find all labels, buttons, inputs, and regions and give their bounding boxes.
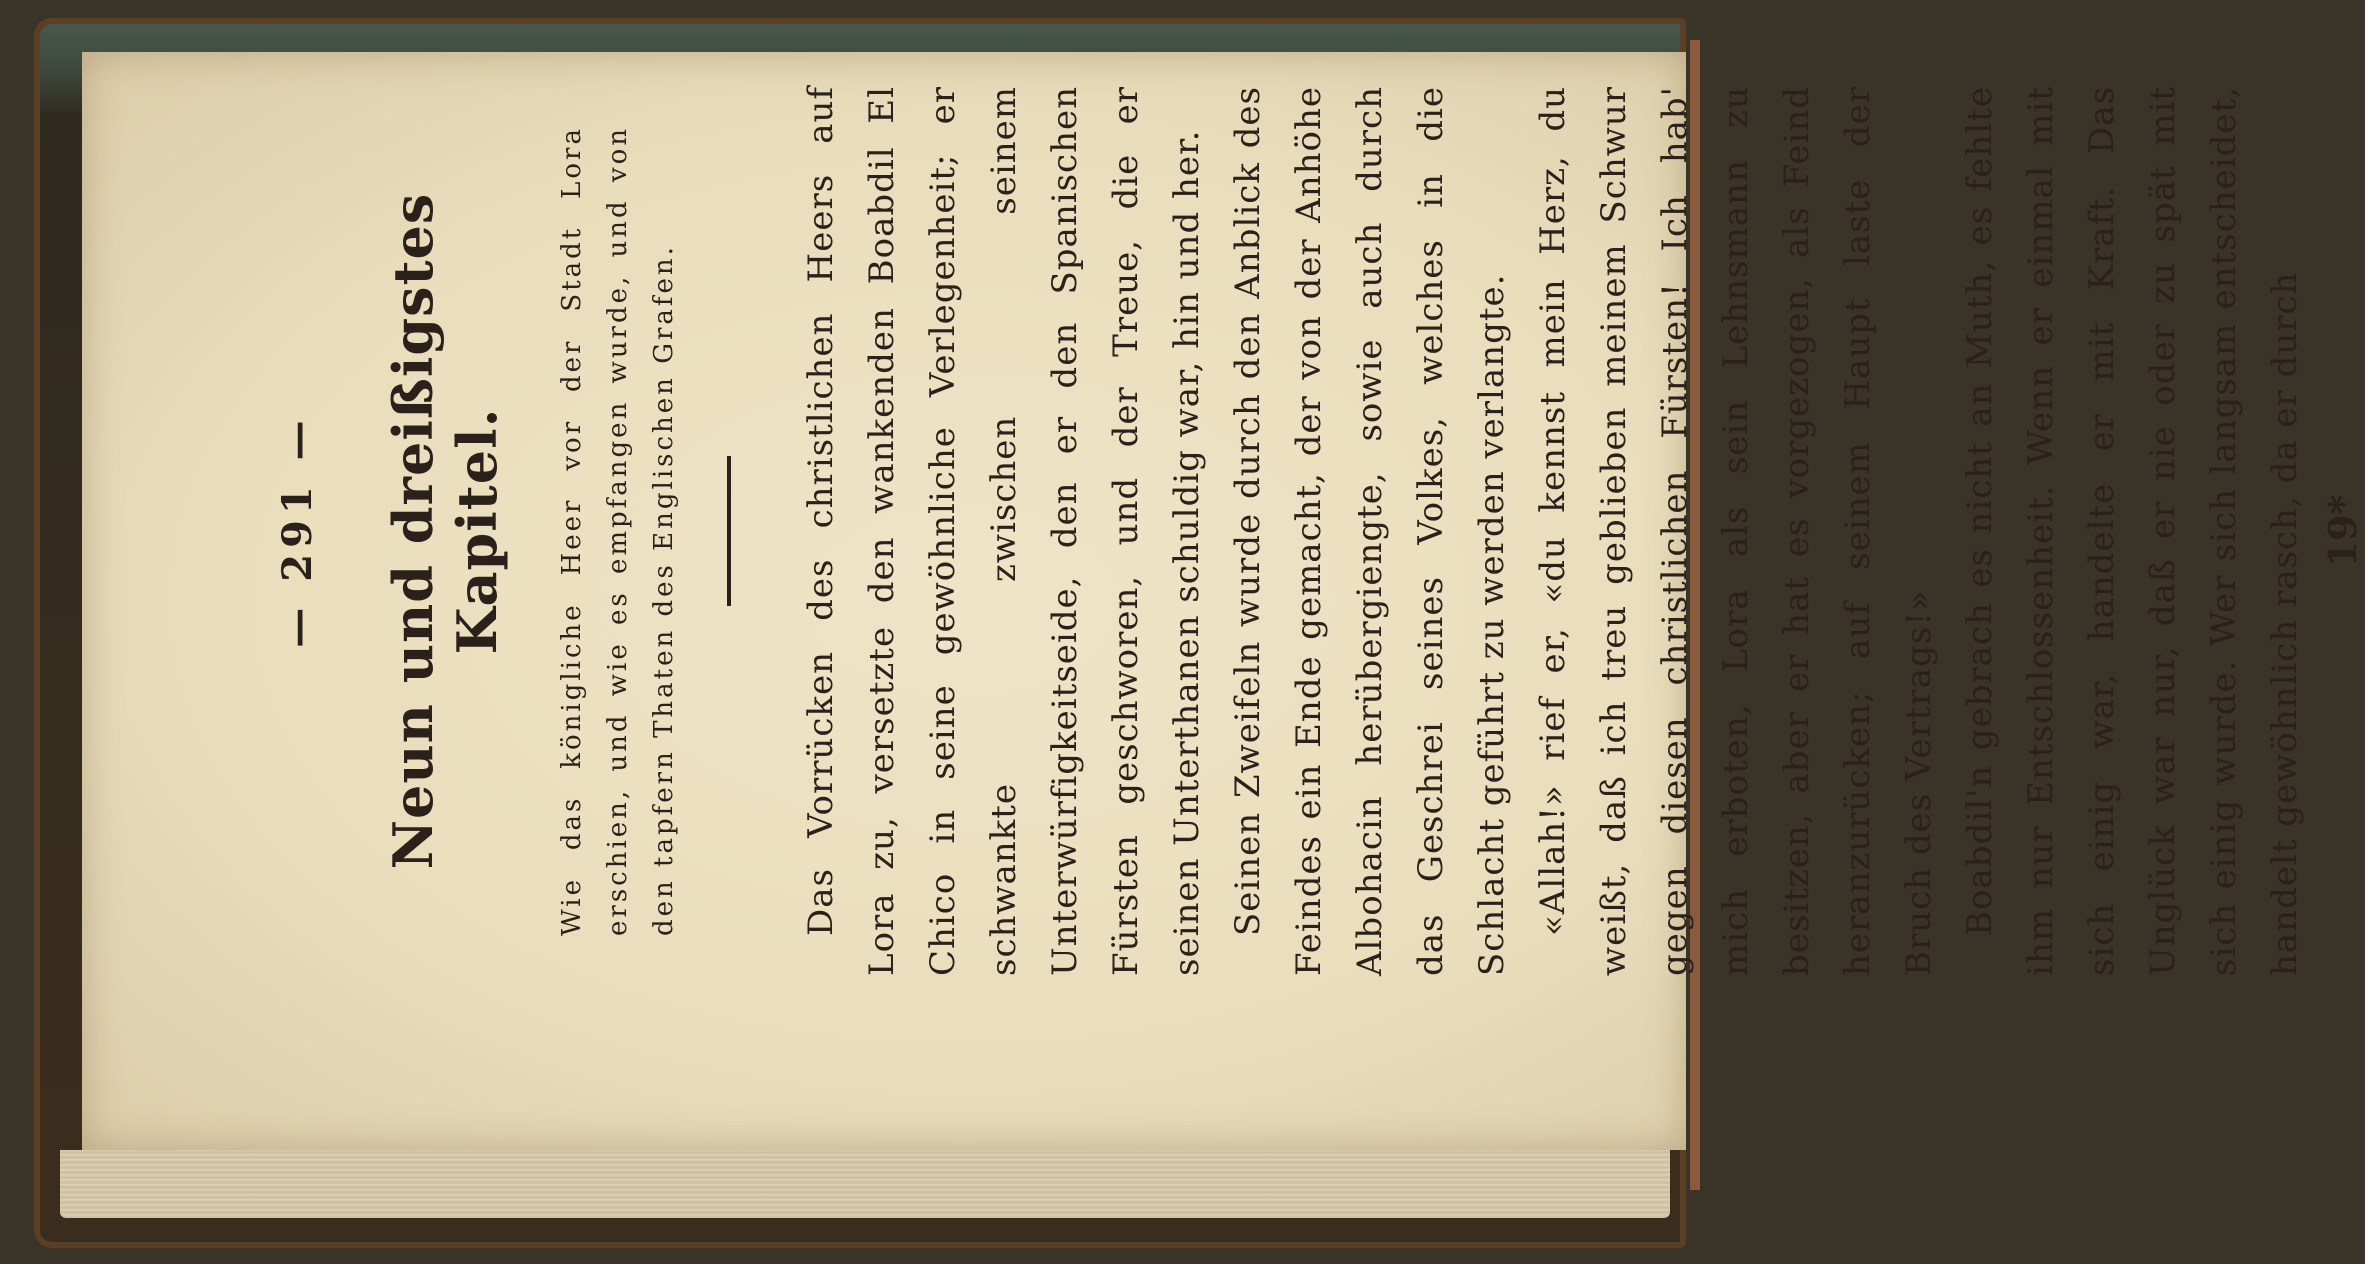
paragraph: Seinen Zweifeln wurde durch den Anblick des Feindes ein Ende gemacht, der von der Anhöhe Albohacin herübergiengte, sowie auch durch das Geschrei seines Volkes, welches in die Schlacht geführt zu werden verlangte.: [1228, 86, 1512, 976]
paragraph: Boabdil'n gebrach es nicht an Muth, es fehlte ihm nur Entschlossenheit. Wenn er einmal mit sich einig war, handelte er mit Kraft. Das Unglück war nur, daß er nie oder zu spät mit sich einig wurde. Wer sich langsam entscheidet, handelt gewöhnlich rasch, da er durch: [1960, 86, 2305, 976]
paragraph: Das Vorrücken des christlichen Heers auf Lora zu, versetzte den wankenden Boabdil El Chico in seine gewöhnliche Verlegenheit; er schwankte zwischen seinem Unterwürfigkeitseide, den er den Spanischen Fürsten geschworen, und der Treue, die er seinen Unterthanen schuldig war, hin und her.: [801, 86, 1207, 976]
signature-mark: 19*: [2320, 494, 2365, 568]
page-number-running-head: — 291 —: [274, 414, 321, 648]
page-stack-edges: [60, 1150, 1670, 1218]
chapter-summary: Wie das königliche Heer vor der Stadt Lora erschien, und wie es empfangen wurde, und von den tapfern Thaten des Englischen Grafen.: [557, 126, 679, 936]
chapter-title: Neun und dreißigstes Kapitel.: [381, 192, 509, 870]
section-rule: [727, 456, 731, 606]
page-text-block: [144, 46, 2365, 1046]
paragraph: «Allah!» rief er, «du kennst mein Herz, du weißt, daß ich treu geblieben meinem Schwur gegen diesen christlichen Fürsten! Ich hab' mich erboten, Lora als sein Lehnsmann zu besitzen, aber er hat es vorgezogen, als Feind heranzurücken; auf seinem Haupt laste der Bruch des Vertrags!»: [1533, 86, 1939, 976]
